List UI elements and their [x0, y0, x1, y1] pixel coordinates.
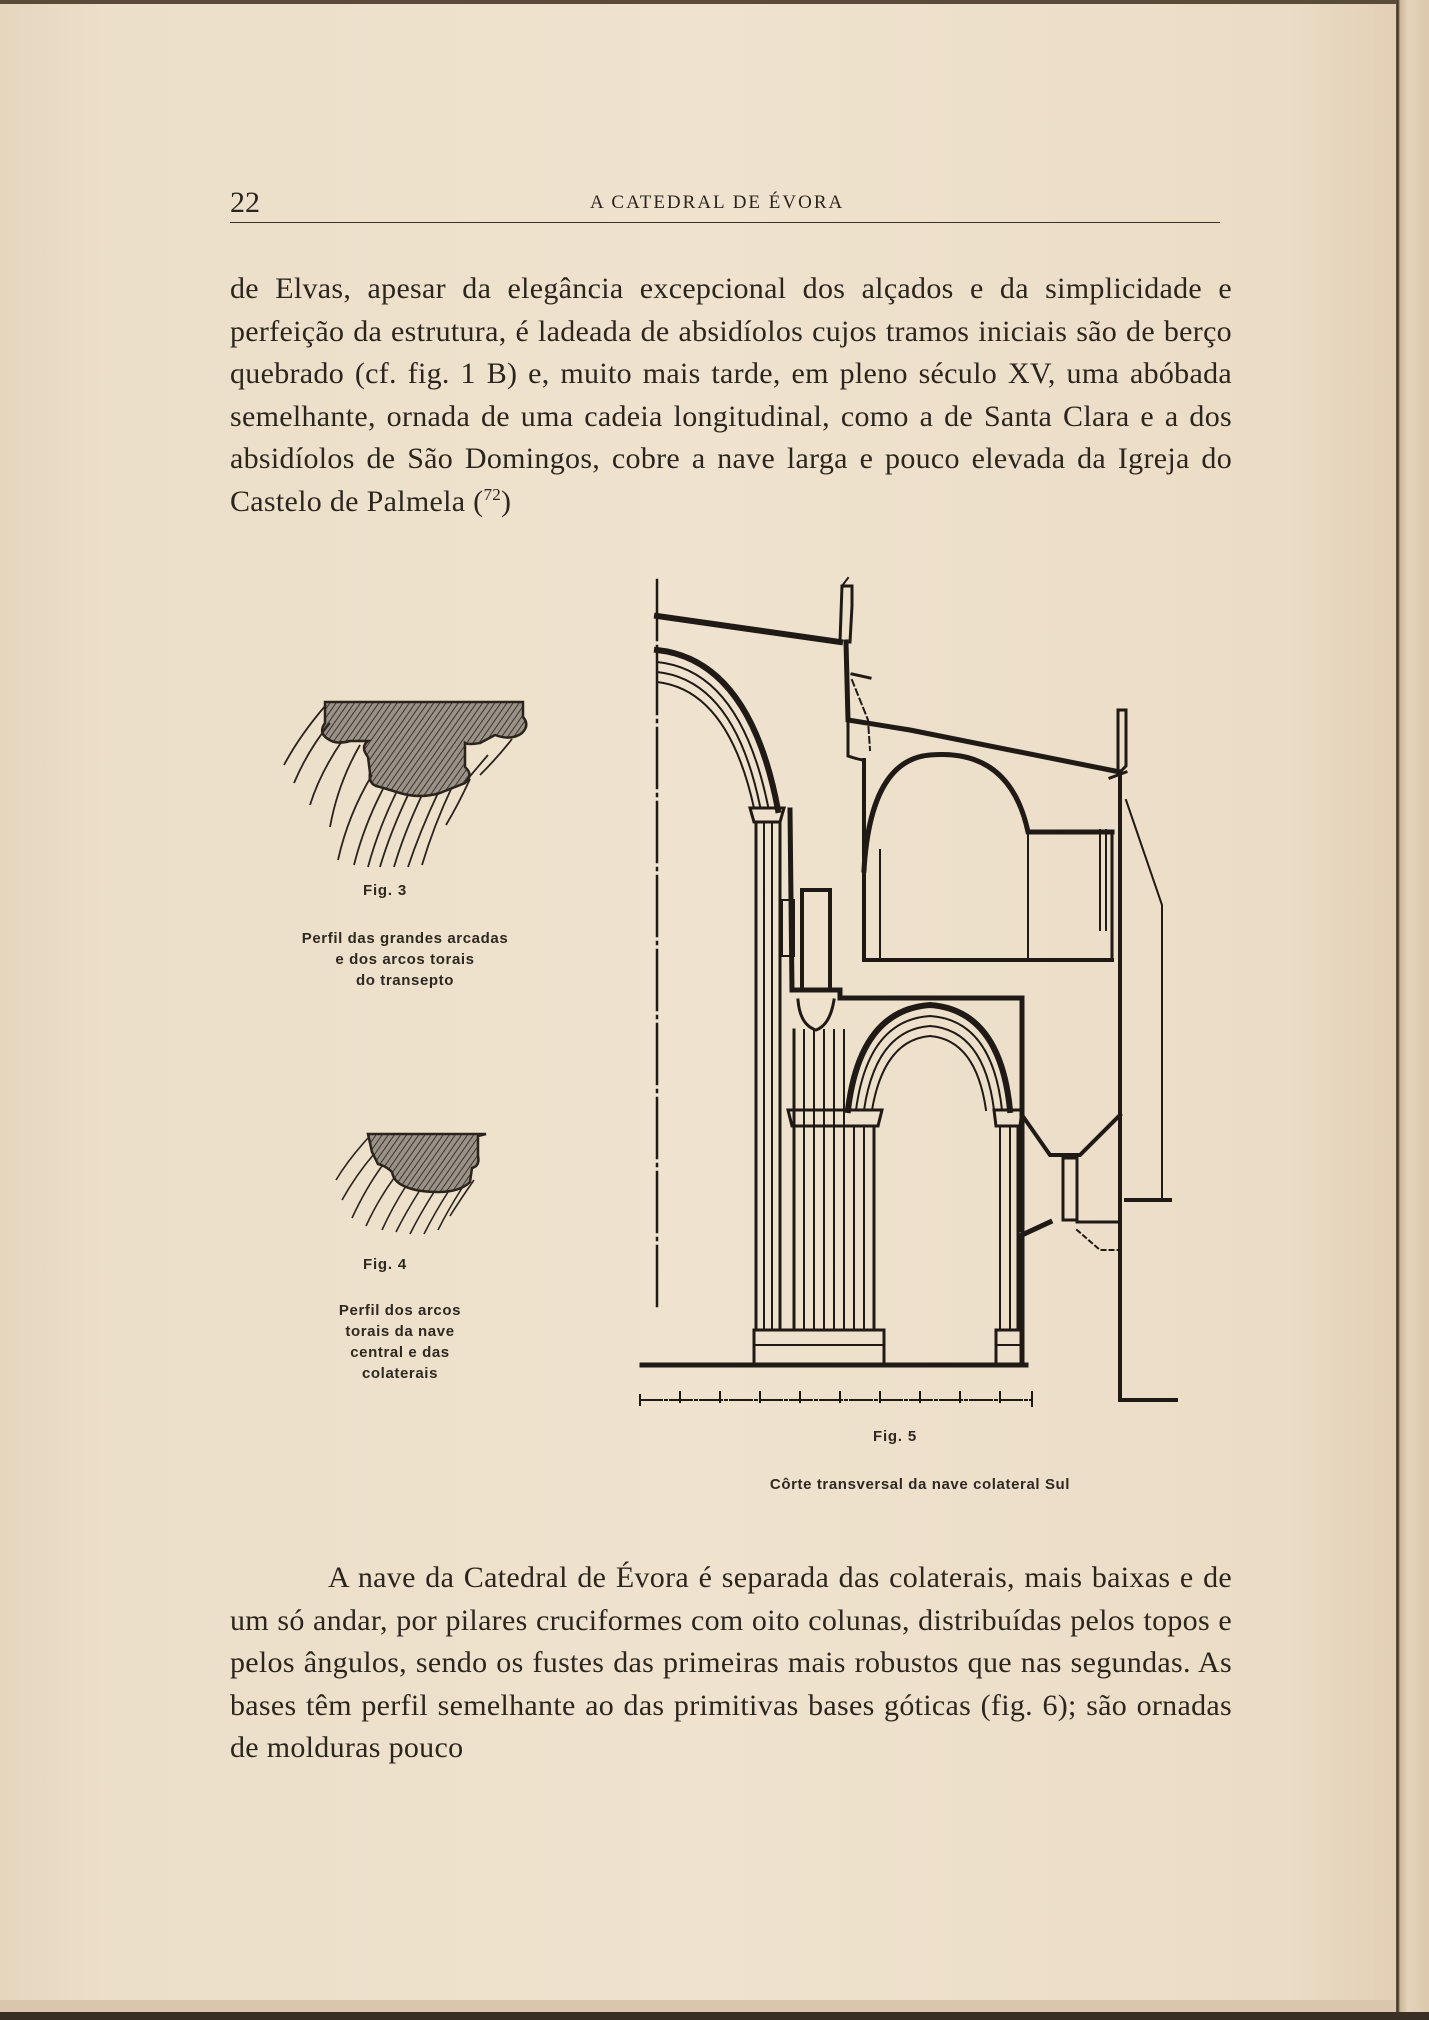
paragraph-bottom: A nave da Catedral de Évora é separada das colaterais, mais baixas e de um só andar, por pilares cruciformes com oito colunas, distribuídas pelos topos e pelos ângulos, sendo os fustes das primeiras mais robustos que nas segundas. As bases têm perfil semelhante ao das primitivas bases góticas (fig. 6); são ornadas de molduras pouco	[230, 1561, 1232, 1764]
running-title: A CATEDRAL DE ÉVORA	[590, 192, 845, 213]
footnote-ref: 72	[483, 484, 502, 504]
fig4-caption-line: Perfil dos arcos	[338, 1302, 462, 1319]
fig3-label: Fig. 3	[363, 882, 407, 899]
fig3-caption	[260, 928, 550, 991]
fig5-label: Fig. 5	[873, 1428, 917, 1445]
fig3-caption-line: Perfil das grandes arcadas	[301, 930, 509, 947]
fig5-section-drawing	[630, 570, 1190, 1410]
fig4-label: Fig. 4	[363, 1256, 407, 1273]
page-binding-edge	[1396, 0, 1429, 2020]
fig4-profile-drawing	[330, 1130, 490, 1240]
fig5-caption: Côrte transversal da nave colateral Sul	[769, 1476, 1071, 1493]
fig3-caption-line: do transepto	[355, 972, 455, 989]
fig3-caption-line: e dos arcos torais	[335, 951, 475, 968]
fig4-caption	[300, 1300, 500, 1384]
paragraph-top: de Elvas, apesar da elegância excepcional dos alçados e da simplicidade e perfeição da estrutura, é ladeada de absidíolos cujos tramos iniciais são de berço quebrado (cf. fig. 1 B) e, muito mais tarde, em pleno século XV, uma abóbada semelhante, ornada de uma cadeia longitudinal, como a de Santa Clara e a dos absidíolos de São Domingos, cobre a nave larga e pouco elevada da Igreja do Castelo de Palmela ($^{72}$)	[230, 272, 1232, 518]
page-top-edge	[0, 0, 1429, 4]
paragraph-top-text: de Elvas, apesar da elegância excepcional dos alçados e da simplicidade e perfeição da estrutura, é ladeada de absidíolos cujos tramos iniciais são de berço quebrado (cf. fig. 1 B) e, muito mais tarde, em pleno século XV, uma abóbada semelhante, ornada de uma cadeia longitudinal, como a de Santa Clara e a dos absidíolos de São Domingos, cobre a nave larga e pouco elevada da Igreja do Castelo de Palmela	[230, 272, 1232, 518]
page-number: 22	[230, 186, 260, 219]
fig4-caption-line: colaterais	[361, 1365, 439, 1382]
fig3-profile-drawing	[280, 695, 540, 875]
fig4-caption-line: central e das	[350, 1344, 450, 1361]
page-bottom-edge	[0, 2012, 1429, 2020]
running-head	[230, 186, 1220, 223]
fig4-caption-line: torais da nave	[345, 1323, 455, 1340]
